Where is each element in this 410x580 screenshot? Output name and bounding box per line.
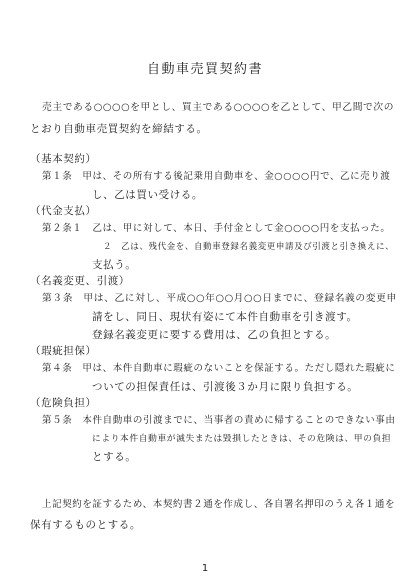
closing-line: 保有するものとする。 — [30, 519, 141, 531]
article-heading: （名義変更、引渡） — [30, 275, 130, 287]
article-line: とする。 — [92, 451, 137, 463]
article-heading: （代金支払） — [30, 205, 97, 217]
article-line: ２ 乙は、残代金を、自動車登録名義変更申請及び引渡と引き換えに、 — [103, 242, 395, 252]
closing-line: 上記契約を証するため、本契約書２通を作成し、各自署名押印のうえ各１通を — [42, 499, 396, 510]
article-line: 第２条１ 乙は、甲に対して、本日、手付金として金○○○○円を支払った。 — [42, 223, 391, 234]
article-line: 第４条 甲は、本件自動車に瑕疵のないことを保証する。ただし隠れた瑕疵に — [42, 363, 396, 374]
article-heading: （基本契約） — [30, 153, 97, 165]
article-line: ついての担保責任は、引渡後３か月に限り負担する。 — [92, 381, 359, 393]
preamble-line: とおり自動車売買契約を締結する。 — [30, 123, 208, 135]
article-line: 請をし、同日、現状有姿にて本件自動車を引き渡す。 — [92, 311, 358, 323]
preamble-line: 売主である○○○○を甲とし、買主である○○○○を乙として、甲乙間で次の — [42, 102, 395, 113]
article-line: 支払う。 — [92, 259, 137, 271]
article-line: 第５条 本件自動車の引渡までに、当事者の責めに帰することのできない事由 — [42, 415, 396, 426]
article-line: 第１条 甲は、その所有する後記乗用自動車を、金○○○○円で、乙に売り渡 — [42, 171, 391, 182]
document-title: 自動車売買契約書 — [146, 62, 263, 77]
article-heading: （危険負担） — [30, 397, 97, 409]
article-line: 第３条 甲は、乙に対し、平成○○年○○月○○日までに、登録名義の変更申 — [42, 293, 397, 304]
article-line: 登録名義変更に要する費用は、乙の負担とする。 — [92, 329, 337, 341]
page-number: 1 — [201, 563, 209, 574]
article-line: により本件自動車が滅失または毀損したときは、その危険は、甲の負担 — [92, 434, 392, 444]
article-line: し、乙は買い受ける。 — [92, 189, 203, 201]
article-heading: （瑕疵担保） — [30, 345, 97, 357]
